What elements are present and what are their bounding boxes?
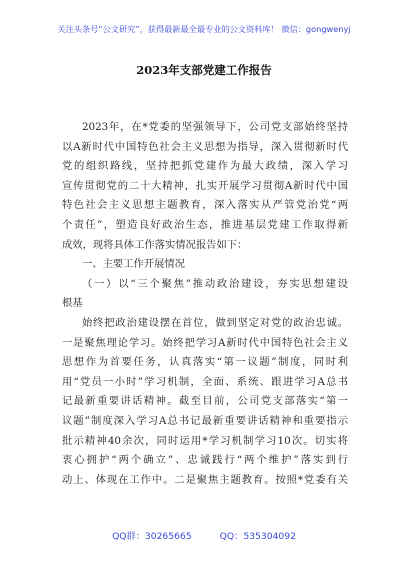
footer-qq: QQ：535304092 (219, 531, 296, 542)
section-heading: 一、主要工作开展情况 (82, 258, 185, 271)
footer-contact (0, 528, 408, 542)
body-line: 议题”制度深入学习A总书记最新重要讲话精神和重要指示 (62, 414, 348, 427)
body-line: 动上、体现在工作中。二是聚焦主题教育。按照*党委有关 (62, 473, 348, 486)
body-line: 思想作为首要任务，认真落实“第一议题”制度，同时利 (62, 356, 348, 369)
body-line: 党的组织路线，坚持把抓党建作为最大政绩，深入学习 (62, 160, 348, 173)
header-promo-note: 关注头条号“公文研究”，获得最新最全最专业的公文资料库！ 微信：gongwenyj (57, 24, 351, 34)
body-line: 2023年，在*党委的坚强领导下，公司党支部始终坚持 (82, 121, 348, 133)
body-line: 用“党员一小时”学习机制，全面、系统、跟进学习A总书 (62, 375, 348, 388)
body-line: 始终把政治建设摆在首位，做到坚定对党的政治忠诚。 (82, 316, 348, 329)
subsection-heading: （一）以“三个聚焦”推动政治建设，夯实思想建设 (82, 277, 348, 290)
body-line: 记最新重要讲话精神。截至目前，公司党支部落实“第一 (62, 395, 348, 408)
body-line: 宣传贯彻党的二十大精神，扎实开展学习贯彻A新时代中国 (62, 179, 348, 192)
body-line: 一是聚焦理论学习。始终把学习A新时代中国特色社会主义 (62, 336, 348, 349)
document-body (62, 118, 348, 490)
body-line: 特色社会主义思想主题教育，深入落实从严管党治党“两 (62, 199, 348, 212)
footer-qq-group: QQ群：30265665 (112, 531, 192, 542)
body-line: 以A新时代中国特色社会主义思想为指导，深入贯彻新时代 (62, 140, 348, 153)
document-title: 2023年支部党建工作报告 (136, 63, 272, 77)
body-line: 成效，现将具体工作落实情况报告如下： (62, 238, 248, 251)
body-line: 衷心拥护“两个确立”、忠诚践行“两个维护”落实到行 (62, 454, 348, 467)
body-line: 个责任”，塑造良好政治生态，推进基层党建工作取得新 (62, 218, 348, 231)
body-line: 批示精神40余次，同时运用*学习机制学习10次。切实将 (62, 434, 348, 447)
subsection-heading-cont: 根基 (62, 297, 83, 310)
